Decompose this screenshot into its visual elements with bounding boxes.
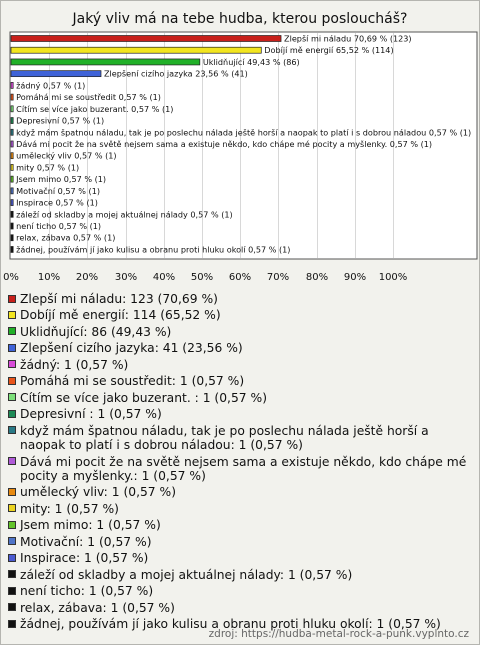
legend-swatch (8, 587, 16, 595)
legend-label: Pomáhá mi se soustředit: 1 (0,57 %) (20, 374, 245, 389)
legend-label: Zlepšení cizího jazyka: 41 (23,56 %) (20, 341, 243, 356)
bar-label: žádnej, používám jí jako kulisu a obranu proti hluku okolí 0,57 % (1) (16, 244, 291, 255)
legend-swatch (8, 603, 16, 611)
bar (11, 129, 13, 135)
legend-label: Cítím se více jako buzerant. : 1 (0,57 %) (20, 390, 268, 405)
legend-label: Zlepší mi náladu: 123 (70,69 %) (20, 292, 218, 306)
bar-label: žádný 0,57 % (1) (16, 80, 86, 91)
bar-label: Cítím se více jako buzerant. 0,57 % (1) (16, 103, 174, 114)
legend-swatch (8, 570, 16, 578)
legend-label: žádnej, používám jí jako kulisu a obranu proti hluku okolí: 1 (0,57 %) (20, 617, 441, 632)
bar (11, 82, 13, 88)
bar (11, 211, 13, 217)
bar-label: Zlepšení cizího jazyka 23,56 % (41) (103, 68, 248, 79)
legend-swatch (8, 327, 16, 335)
bar (11, 246, 13, 252)
legend-item (7, 601, 475, 615)
legend-swatch (8, 521, 16, 529)
legend-label: Depresivní : 1 (0,57 %) (20, 407, 162, 422)
source-text: zdroj: https://hudba-metal-rock-a-punk.vyplnto.cz (208, 628, 469, 640)
bar-label: Jsem mimo 0,57 % (1) (16, 174, 107, 185)
legend-swatch (8, 426, 16, 434)
bar (11, 59, 200, 65)
bar-label: Inspirace 0,57 % (1) (16, 197, 98, 208)
legend-label: Uklidňující: 86 (49,43 %) (20, 324, 172, 339)
legend-item (7, 502, 475, 516)
legend-swatch (8, 344, 16, 352)
bar-label: záleží od skladby a mojej aktuálnej nálady 0,57 % (1) (16, 209, 233, 220)
bar-label: Motivační 0,57 % (1) (16, 185, 101, 196)
x-tick-label: 50% (190, 272, 214, 283)
bar-label: Zlepší mi náladu 70,69 % (123) (284, 33, 412, 44)
bar (11, 71, 101, 77)
x-tick-label: 20% (75, 272, 99, 283)
legend-label: Jsem mimo: 1 (0,57 %) (20, 518, 161, 533)
bar-label: když mám špatnou náladu, tak je po poslechu nálada ještě horší a naopak to platí i s dobrou náladou 0,57 % (1) (16, 127, 472, 138)
bar (11, 47, 261, 53)
legend-swatch (8, 393, 16, 401)
legend-item (7, 424, 475, 453)
legend-label: když mám špatnou náladu, tak je po poslechu nálada ještě horší a naopak to platí i s dobrou náladou: 1 (0,57 %) (20, 423, 429, 453)
legend-label: Inspirace: 1 (0,57 %) (20, 551, 149, 566)
legend-item (7, 341, 475, 355)
legend-label: mity: 1 (0,57 %) (20, 501, 119, 516)
x-tick-label: 100% (378, 272, 408, 283)
bar (11, 153, 13, 159)
legend-label: žádný: 1 (0,57 %) (20, 357, 129, 372)
legend-swatch (8, 311, 16, 319)
x-tick-label: 40% (152, 272, 176, 283)
legend-item (7, 455, 475, 484)
legend-label: Dává mi pocit že na světě nejsem sama a existuje někdo, kdo chápe mé pocity a myšlenky.: 1 (0,57 %) (20, 454, 467, 483)
bar-chart (1, 1, 479, 291)
bar (11, 141, 13, 147)
x-tick-label: 90% (343, 272, 367, 283)
bar-label: Pomáhá mi se soustředit 0,57 % (1) (16, 92, 161, 103)
legend-item (7, 568, 475, 582)
x-tick-label: 30% (114, 272, 138, 283)
legend-label: umělecký vliv: 1 (0,57 %) (20, 485, 177, 500)
legend-swatch (8, 554, 16, 562)
legend-item (7, 551, 475, 565)
bar-label: umělecký vliv 0,57 % (1) (16, 150, 117, 161)
x-tick-label: 10% (37, 272, 61, 283)
bar-label: Dává mi pocit že na světě nejsem sama a existuje někdo, kdo chápe mé pocity a myšlenky. 0,57 % (1) (16, 138, 433, 149)
legend-item (7, 535, 475, 549)
bar-label: Uklidňující 49,43 % (86) (202, 56, 300, 67)
chart-title: Jaký vliv má na tebe hudba, kterou posloucháš? (72, 11, 408, 27)
bar (11, 118, 13, 124)
bar (11, 106, 13, 112)
legend-item (7, 485, 475, 499)
legend-swatch (8, 537, 16, 545)
legend-item (7, 374, 475, 388)
bar-label: Dobíjí mě energií 65,52 % (114) (264, 45, 394, 56)
bar (11, 176, 13, 182)
legend-swatch (8, 295, 16, 303)
legend-swatch (8, 504, 16, 512)
legend-item (7, 292, 475, 306)
bar-label: Depresivní 0,57 % (1) (16, 115, 105, 126)
legend-label: Dobíjí mě energií: 114 (65,52 %) (20, 308, 221, 323)
bar (11, 223, 13, 229)
legend-item (7, 325, 475, 339)
bar (11, 188, 13, 194)
x-tick-label: 60% (228, 272, 252, 283)
legend-label: relax, zábava: 1 (0,57 %) (20, 600, 175, 615)
legend-swatch (8, 410, 16, 418)
bar (11, 164, 13, 170)
legend-item (7, 518, 475, 532)
bar (11, 94, 13, 100)
legend-item (7, 308, 475, 322)
bar-label: mity 0,57 % (1) (16, 162, 80, 173)
legend-item (7, 584, 475, 598)
bar (11, 200, 13, 206)
legend-label: záleží od skladby a mojej aktuálnej nálady: 1 (0,57 %) (20, 567, 353, 582)
bar-label: není ticho 0,57 % (1) (16, 221, 102, 232)
legend-label: není ticho: 1 (0,57 %) (20, 584, 154, 599)
bar-label: relax, zábava 0,57 % (1) (16, 232, 116, 243)
legend-swatch (8, 457, 16, 465)
legend-swatch (8, 488, 16, 496)
legend-swatch (8, 360, 16, 368)
bar (11, 235, 13, 241)
bar (11, 36, 281, 42)
legend-swatch (8, 620, 16, 628)
x-tick-label: 0% (3, 272, 19, 283)
legend-item (7, 358, 475, 372)
legend-label: Motivační: 1 (0,57 %) (20, 534, 152, 549)
legend (7, 292, 475, 634)
legend-swatch (8, 377, 16, 385)
legend-item (7, 391, 475, 405)
x-tick-label: 70% (266, 272, 290, 283)
x-tick-label: 80% (305, 272, 329, 283)
legend-item (7, 407, 475, 421)
